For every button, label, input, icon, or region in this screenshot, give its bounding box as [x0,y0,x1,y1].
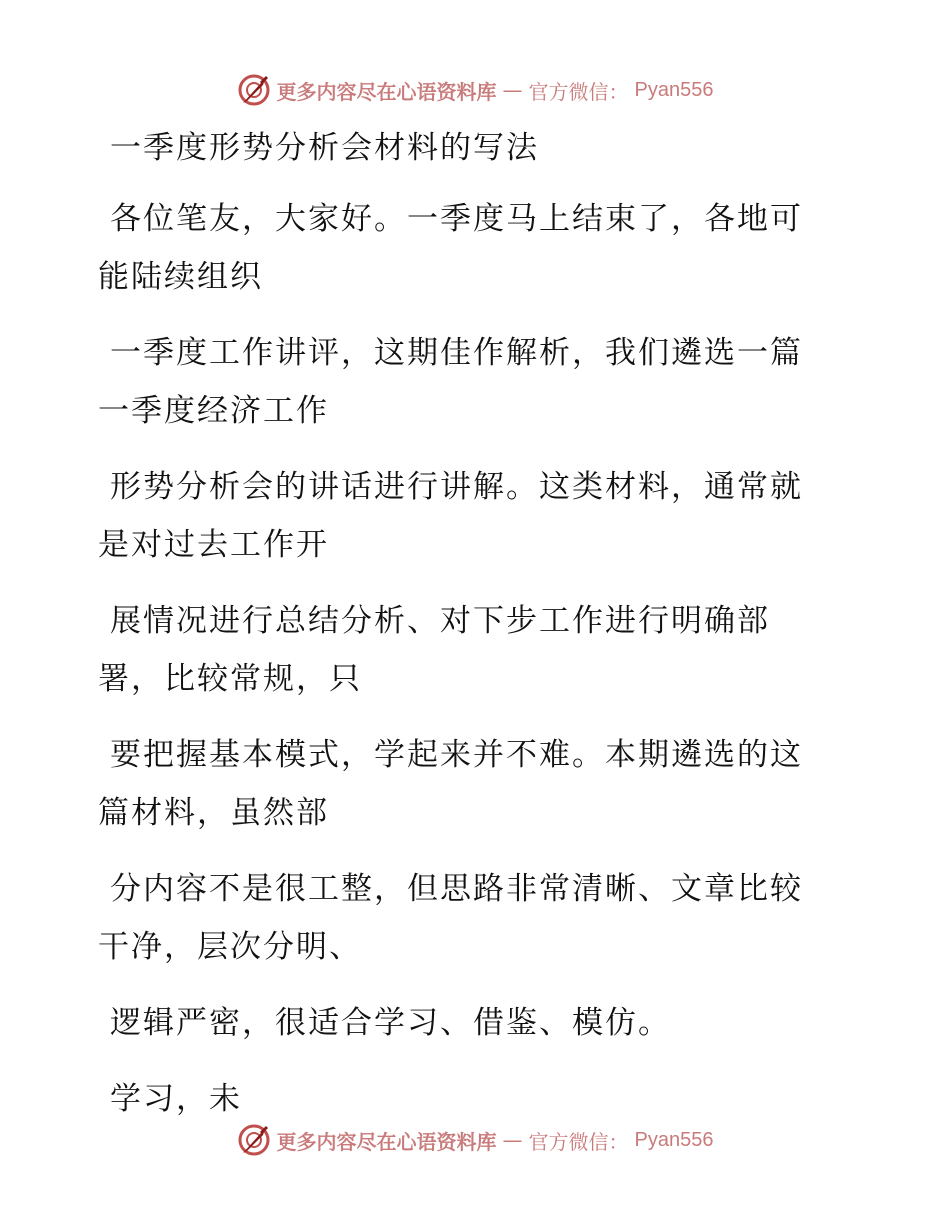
paragraph-line: 署，比较常规，只 [98,661,362,697]
paragraph [98,726,838,842]
paragraph-line: 是对过去工作开 [98,527,329,563]
watermark-text: 更多内容尽在心语资料库 [276,1129,497,1154]
paragraph-line: 展情况进行总结分析、对下步工作进行明确部 [110,603,770,639]
watermark-separator: — [502,1128,523,1152]
paragraph-line: 篇材料，虽然部 [98,795,329,831]
watermark-text: 更多内容尽在心语资料库 [276,79,497,104]
paragraph-line: 学习，未 [110,1081,242,1117]
watermark-wechat-id: Pyan556 [634,78,714,101]
paragraph-line: 能陆续组织 [98,259,263,295]
watermark-wechat-id: Pyan556 [634,1128,714,1151]
pen-logo-icon [237,73,271,107]
paragraph-line: 逻辑严密，很适合学习、借鉴、模仿。 [110,1005,671,1041]
header-watermark [0,70,950,110]
paragraph-line: 形势分析会的讲话进行讲解。这类材料，通常就 [110,469,803,505]
paragraph [98,592,838,708]
paragraph-line: 要把握基本模式，学起来并不难。本期遴选的这 [110,737,803,773]
document-body [98,120,838,1146]
paragraph [98,324,838,440]
document-title: 一季度形势分析会材料的写法 [110,130,539,166]
paragraph [98,190,838,306]
paragraph-line: 各位笔友，大家好。一季度马上结束了，各地可 [110,201,803,237]
paragraph-line: 干净，层次分明、 [98,929,362,965]
paragraph-line: 一季度经济工作 [98,393,329,429]
paragraph [98,994,838,1052]
footer-watermark [0,1120,950,1160]
paragraph [98,860,838,976]
watermark-separator: — [502,78,523,102]
paragraph-line: 分内容不是很工整，但思路非常清晰、文章比较 [110,871,803,907]
paragraph [98,458,838,574]
watermark-wechat-label: 官方微信： [528,79,629,104]
paragraph-line: 一季度工作讲评，这期佳作解析，我们遴选一篇 [110,335,803,371]
watermark-wechat-label: 官方微信： [528,1129,629,1154]
pen-logo-icon [237,1123,271,1157]
